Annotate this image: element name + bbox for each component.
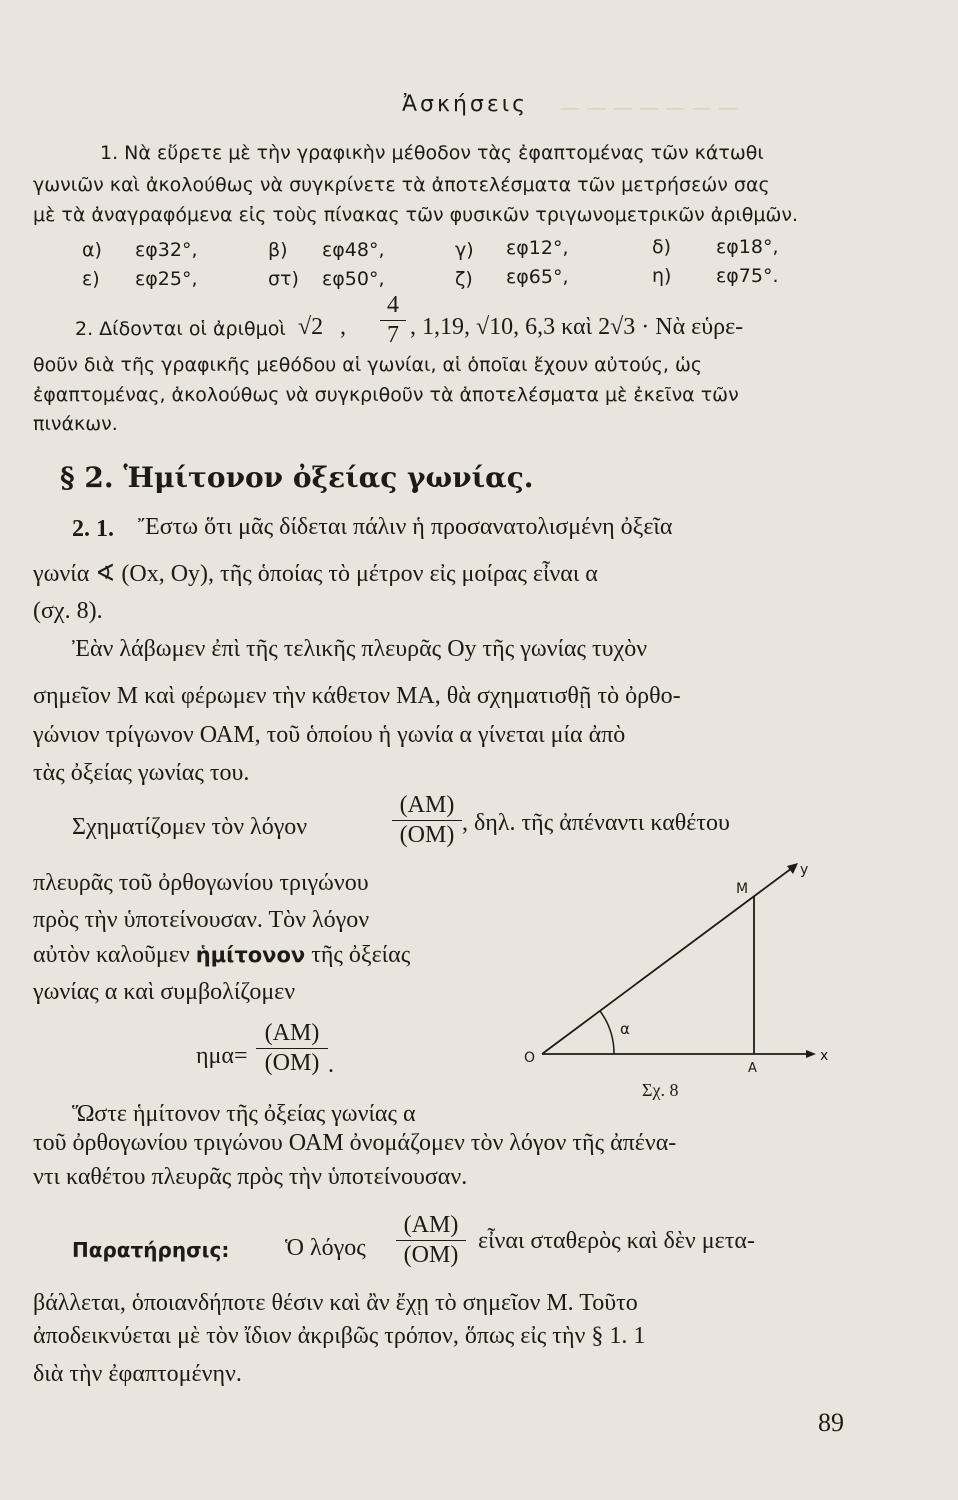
fraction-bar	[392, 820, 462, 821]
ratio-line-2: πλευρᾶς τοῦ ὀρθογωνίου τριγώνου	[33, 870, 369, 896]
fraction-denominator: (ΟΜ)	[264, 1050, 320, 1076]
remark-text-end: εἶναι σταθερὸς καὶ δὲν μετα-	[478, 1228, 755, 1254]
ratio-line-4-start: αὐτὸν καλοῦμεν	[33, 942, 196, 968]
fraction-numerator: 4	[387, 292, 399, 318]
exercise-1-item-value: εφ25°,	[135, 268, 198, 290]
ratio-fraction	[392, 792, 462, 849]
exercise-1-item-value: εφ32°,	[135, 239, 198, 261]
paragraph-number: 2. 1.	[72, 516, 114, 542]
y-ray-arrow-icon	[787, 863, 798, 874]
label-y: y	[800, 862, 809, 878]
paragraph-2-line-1: Ἐὰν λάβωμεν ἐπὶ τῆς τελικῆς πλευρᾶς Oy τῆς γωνίας τυχὸν	[72, 636, 648, 662]
ratio-text-start: Σχηματίζομεν τὸν λόγον	[72, 814, 308, 840]
exercise-1-line-2: γωνιῶν καὶ ἀκολούθως νὰ συγκρίνετε τὰ ἀποτελέσματα τῶν μετρήσεών σας	[33, 174, 770, 196]
exercise-2-fraction	[380, 292, 406, 349]
conclusion-line-1: Ὥστε ἡμίτονον τῆς ὀξείας γωνίας α	[72, 1101, 416, 1127]
exercise-1-item-label: η)	[652, 265, 672, 287]
exercise-1-item-value: εφ12°,	[506, 237, 569, 259]
exercise-1-line-1: 1. Νὰ εὕρετε μὲ τὴν γραφικὴν μέθοδον τὰς ἐφαπτομένας τῶν κάτωθι	[100, 142, 764, 164]
paragraph-2-1-line-2: γωνία ∢ (Ox, Oy), τῆς ὁποίας τὸ μέτρον εἰς μοίρας εἶναι α	[33, 561, 598, 587]
exercise-1-item-value: εφ18°,	[716, 236, 779, 258]
exercise-1-item-value: εφ50°,	[322, 268, 385, 290]
exercise-1-item-label: ε)	[82, 268, 100, 290]
label-M: M	[736, 881, 749, 897]
bleed-through-text: — — — — — — —	[560, 95, 739, 119]
fraction-numerator: (ΑΜ)	[264, 1020, 320, 1046]
remark-fraction	[396, 1212, 466, 1269]
fraction-bar	[396, 1240, 466, 1241]
ratio-line-3: πρὸς τὴν ὑποτείνουσαν. Τὸν λόγον	[33, 907, 370, 933]
exercise-1-item-label: στ)	[268, 268, 299, 290]
fraction-bar	[256, 1048, 328, 1049]
exercise-1-item-value: εφ65°,	[506, 266, 569, 288]
ratio-line-5: γωνίας α καὶ συμβολίζομεν	[33, 979, 296, 1005]
exercise-2-start: 2. Δίδονται οἱ ἀριθμοὶ	[75, 318, 286, 340]
fraction-denominator: 7	[387, 322, 399, 348]
fraction-numerator: (ΑΜ)	[399, 792, 455, 818]
label-x: x	[820, 1048, 829, 1064]
formula-end: .	[328, 1052, 334, 1078]
figure-caption: Σχ. 8	[642, 1080, 679, 1100]
paragraph-2-line-3: γώνιον τρίγωνον ΟΑΜ, τοῦ ὁποίου ἡ γωνία α γίνεται μία ἀπὸ	[33, 722, 626, 748]
exercise-1-item-label: β)	[268, 239, 288, 261]
term-hemitonon: ἡμίτονον	[195, 943, 306, 967]
remark-line-4: διὰ τὴν ἐφαπτομένην.	[33, 1361, 242, 1387]
exercise-1-item-label: δ)	[652, 236, 672, 258]
figure-8	[510, 850, 840, 1110]
exercises-heading: Ἀσκήσεις	[402, 92, 529, 117]
fraction-bar	[380, 320, 406, 321]
exercise-1-item-label: α)	[82, 239, 102, 261]
ratio-text-end: , δηλ. τῆς ἀπέναντι καθέτου	[462, 810, 730, 836]
section-title: § 2. Ἡμίτονον ὀξείας γωνίας.	[60, 461, 534, 494]
remark-text-start: Ὁ λόγος	[285, 1235, 366, 1261]
fraction-denominator: (ΟΜ)	[399, 822, 455, 848]
exercise-1-item-value: εφ75°.	[716, 265, 779, 287]
paragraph-2-1-line-3: (σχ. 8).	[33, 598, 103, 624]
conclusion-line-2: τοῦ ὀρθογωνίου τριγώνου ΟΑΜ ὀνομάζομεν τὸν λόγον τῆς ἀπένα-	[33, 1130, 677, 1156]
ratio-line-4-end: τῆς ὀξείας	[305, 942, 411, 968]
conclusion-line-3: ντι καθέτου πλευρᾶς πρὸς τὴν ὑποτείνουσαν.	[33, 1164, 468, 1190]
fraction-numerator: (ΑΜ)	[403, 1212, 459, 1238]
paragraph-2-1-line-1: Ἔστω ὅτι μᾶς δίδεται πάλιν ἡ προσανατολισμένη ὀξεῖα	[138, 514, 673, 540]
label-alpha: α	[620, 1020, 630, 1038]
angle-arc	[600, 1011, 614, 1054]
exercise-1-item-value: εφ48°,	[322, 239, 385, 261]
exercise-2-comma: ,	[340, 314, 346, 340]
label-O: O	[524, 1050, 536, 1066]
formula-fraction	[256, 1020, 328, 1077]
exercise-2-line-3: ἐφαπτομένας, ἀκολούθως νὰ συγκριθοῦν τὰ ἀποτελέσματα μὲ ἐκεῖνα τῶν	[33, 384, 739, 406]
exercise-2-rest: , 1,19, √10, 6,3 καὶ 2√3 · Νὰ εὑρε-	[410, 314, 744, 340]
exercise-2-line-4: πινάκων.	[33, 413, 118, 435]
formula-lhs: ημα=	[196, 1043, 248, 1069]
exercise-1-item-label: γ)	[455, 239, 474, 261]
ratio-line-4	[33, 942, 410, 969]
remark-line-2: βάλλεται, ὁποιανδήποτε θέσιν καὶ ἂν ἔχῃ τὸ σημεῖον Μ. Τοῦτο	[33, 1290, 638, 1316]
paragraph-2-line-4: τὰς ὀξείας γωνίας του.	[33, 760, 250, 786]
remark-line-3: ἀποδεικνύεται μὲ τὸν ἴδιον ἀκριβῶς τρόπον, ὅπως εἰς τὴν § 1. 1	[33, 1323, 646, 1349]
exercise-2-line-2: θοῦν διὰ τῆς γραφικῆς μεθόδου αἱ γωνίαι, αἱ ὁποῖαι ἔχουν αὐτούς, ὡς	[33, 354, 703, 376]
exercise-2-sqrt2: √2	[298, 314, 324, 340]
x-axis-arrow-icon	[806, 1050, 816, 1058]
label-A: A	[748, 1061, 757, 1076]
fraction-denominator: (ΟΜ)	[403, 1242, 459, 1268]
exercise-1-item-label: ζ)	[455, 268, 473, 290]
paragraph-2-line-2: σημεῖον Μ καὶ φέρωμεν τὴν κάθετον ΜΑ, θὰ σχηματισθῇ τὸ ὀρθο-	[33, 683, 681, 709]
page-number: 89	[818, 1408, 844, 1437]
exercise-1-line-3: μὲ τὰ ἀναγραφόμενα εἰς τοὺς πίνακας τῶν φυσικῶν τριγωνομετρικῶν ἀριθμῶν.	[33, 204, 799, 226]
remark-label: Παρατήρησις:	[72, 1238, 230, 1262]
